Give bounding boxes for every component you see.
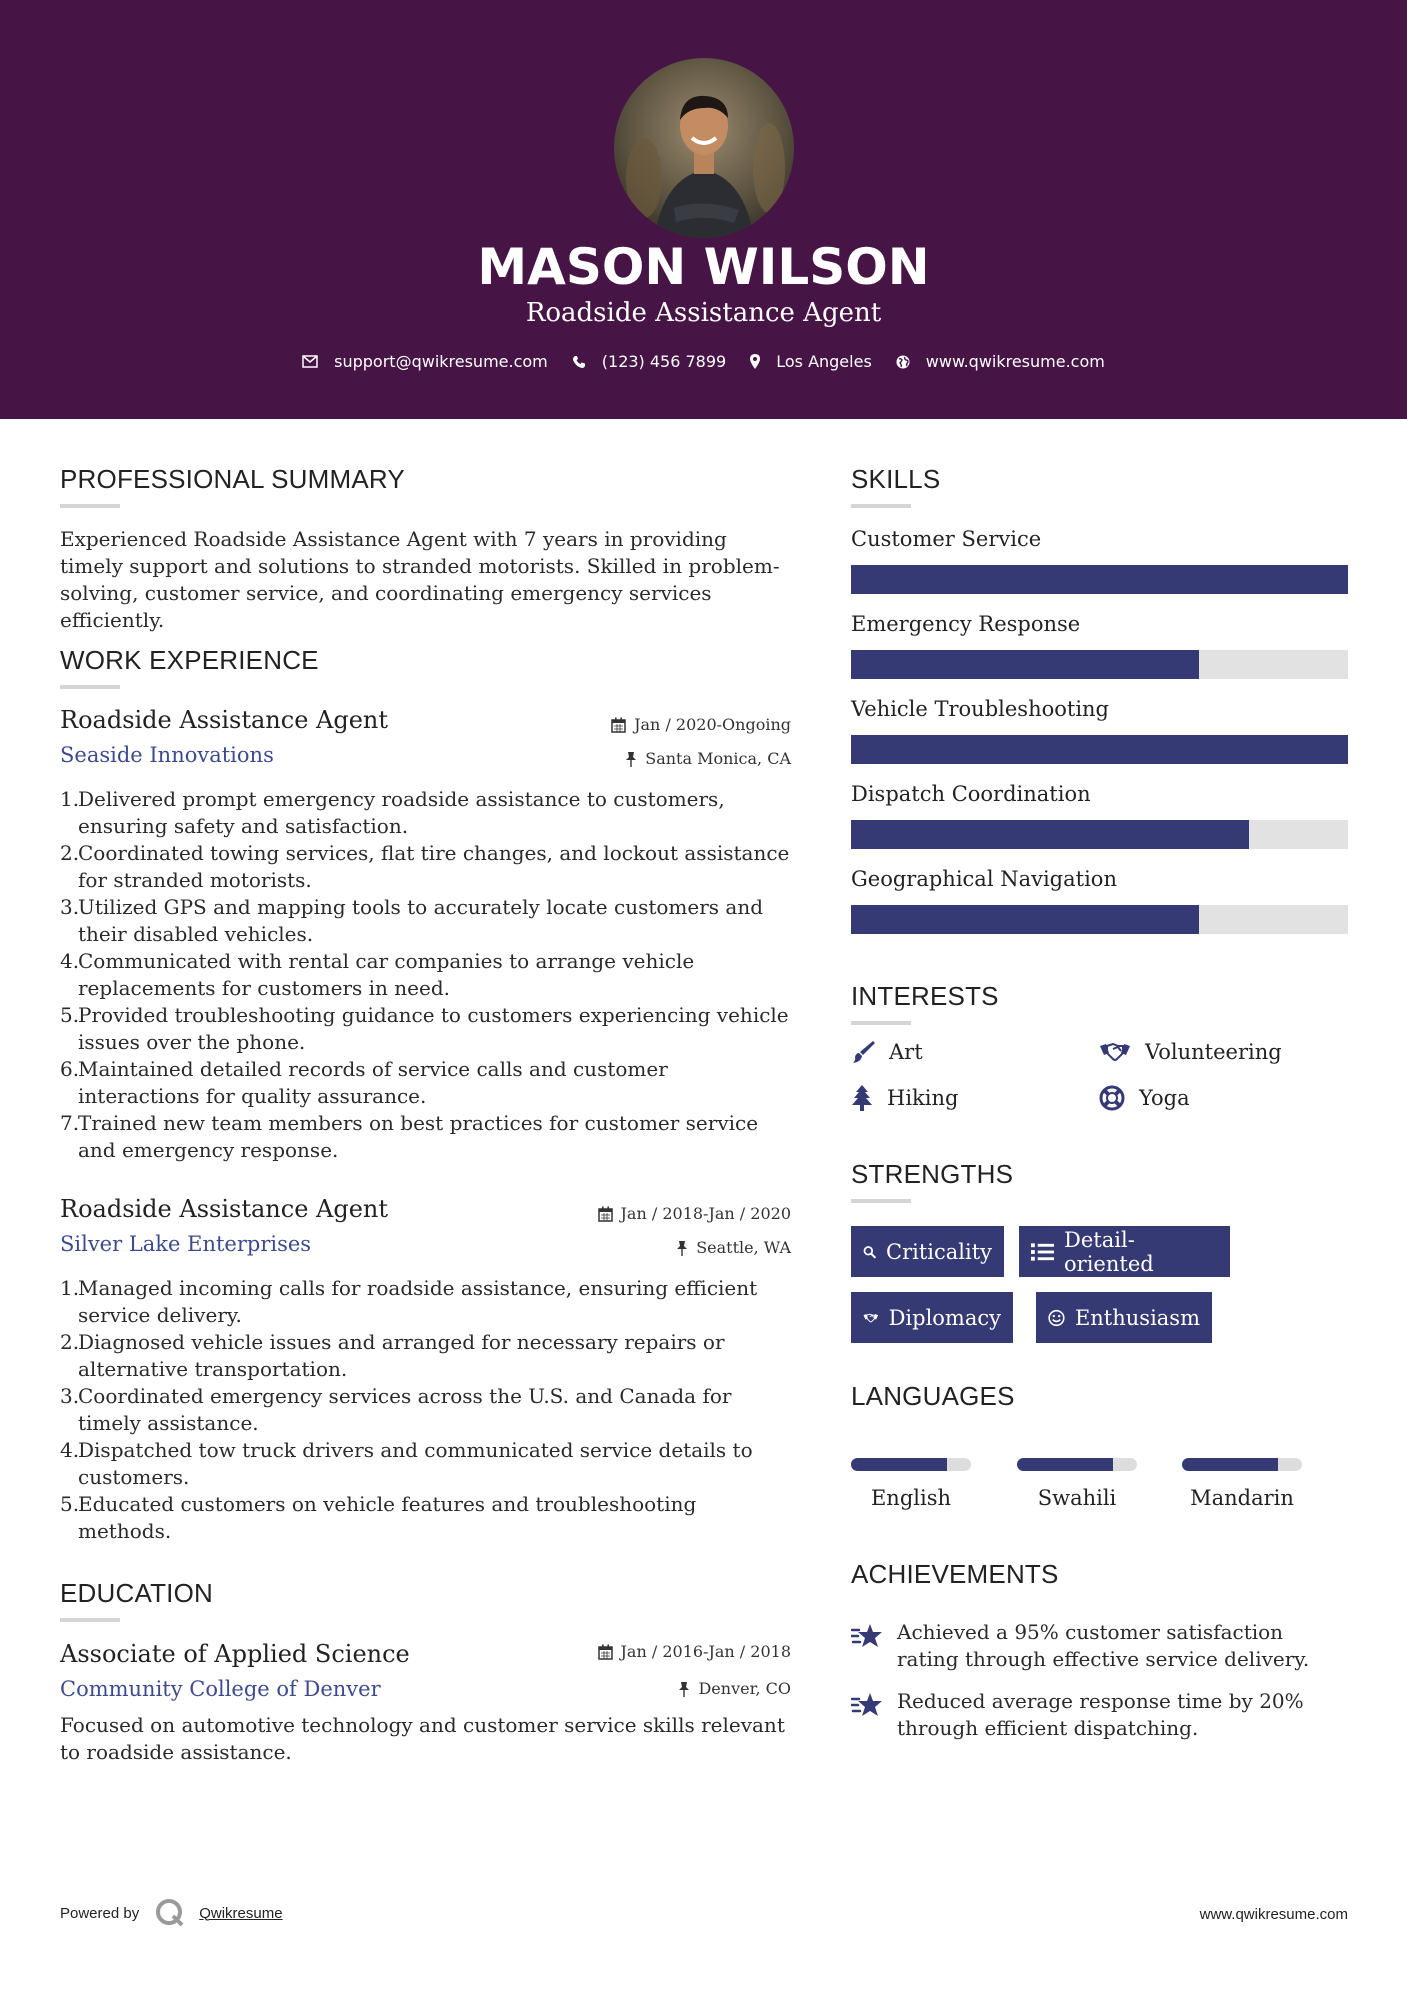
calendar-icon xyxy=(598,1206,613,1222)
job-bullet-list xyxy=(60,786,793,1164)
education-date xyxy=(598,1642,791,1661)
skill-bar-fill xyxy=(851,820,1249,849)
list-item: 6. Maintained detailed records of service calls and customer interactions for quality assurance. xyxy=(60,1057,668,1108)
skill-label: Emergency Response xyxy=(851,612,1081,636)
summary-heading: PROFESSIONAL SUMMARY xyxy=(60,464,405,494)
education-location-text: Denver, CO xyxy=(698,1679,791,1698)
list-item: 3. Coordinated emergency services across the U.S. and Canada for timely assistance. xyxy=(60,1384,732,1435)
degree-title: Associate of Applied Science xyxy=(60,1640,410,1668)
interest-item: Volunteering xyxy=(1099,1040,1282,1064)
list-item: 4. Dispatched tow truck drivers and communicated service details to customers. xyxy=(60,1438,753,1489)
achievement-item: Reduced average response time by 20% through efficient dispatching. xyxy=(851,1688,1348,1742)
education-date-text: Jan / 2016-Jan / 2018 xyxy=(620,1642,791,1661)
pushpin-icon xyxy=(678,1681,690,1697)
job-title: Roadside Assistance Agent xyxy=(60,1195,389,1223)
education-text: Focused on automotive technology and customer service skills relevant to roadside assistance. xyxy=(60,1713,785,1764)
interest-item: Hiking xyxy=(851,1085,958,1111)
language-bar-track xyxy=(1182,1458,1302,1471)
job-title: Roadside Assistance Agent xyxy=(60,706,389,734)
list-item: 2. Coordinated towing services, flat tire changes, and lockout assistance for stranded motorists. xyxy=(60,841,790,892)
language-bar-fill xyxy=(851,1458,947,1471)
education-location xyxy=(678,1679,791,1698)
pushpin-icon xyxy=(676,1240,688,1256)
location-text: Los Angeles xyxy=(776,352,872,371)
skill-bar-track xyxy=(851,565,1348,594)
job-location-text: Seattle, WA xyxy=(696,1238,791,1257)
footer-website[interactable]: www.qwikresume.com xyxy=(1199,1906,1348,1923)
job-date-text: Jan / 2018-Jan / 2020 xyxy=(620,1204,791,1223)
strength-tag: Detail-oriented xyxy=(1019,1226,1230,1277)
website-text: www.qwikresume.com xyxy=(925,352,1105,371)
language-bar-fill xyxy=(1182,1458,1278,1471)
summary-text: Experienced Roadside Assistance Agent with 7 years in providing timely support and solutions to stranded motorists. Skilled in problem-solving, customer service, and coordinating emergency services efficiently. xyxy=(60,527,780,632)
pushpin-icon xyxy=(625,751,637,767)
email-text: support@qwikresume.com xyxy=(334,352,548,371)
language-label: Swahili xyxy=(1037,1486,1117,1510)
interest-item: Art xyxy=(851,1040,923,1064)
job-location xyxy=(676,1238,791,1257)
achievements-heading: ACHIEVEMENTS xyxy=(851,1559,1059,1589)
strengths-rule xyxy=(851,1199,911,1203)
calendar-icon xyxy=(598,1644,613,1660)
education-rule xyxy=(60,1618,120,1622)
job-company: Silver Lake Enterprises xyxy=(60,1232,312,1256)
job-bullet-list xyxy=(60,1275,793,1545)
language-label: English xyxy=(870,1486,952,1510)
language-bar-track xyxy=(851,1458,971,1471)
list-icon xyxy=(1031,1242,1054,1262)
interests-heading: INTERESTS xyxy=(851,981,999,1011)
strength-tag: Enthusiasm xyxy=(1036,1292,1212,1343)
language-label: Mandarin xyxy=(1190,1486,1294,1510)
footer-powered-by xyxy=(60,1898,283,1928)
skill-bar-fill xyxy=(851,565,1348,594)
candidate-title: Roadside Assistance Agent xyxy=(525,298,882,328)
list-item: 5. Provided troubleshooting guidance to customers experiencing vehicle issues over the phone. xyxy=(60,1003,789,1054)
list-item: 4. Communicated with rental car companies to arrange vehicle replacements for customers in need. xyxy=(60,949,695,1000)
job-date-text: Jan / 2020-Ongoing xyxy=(634,715,791,734)
job-date xyxy=(598,1204,791,1223)
qwikresume-logo-icon xyxy=(155,1898,185,1928)
skills-rule xyxy=(851,504,911,508)
job-company: Seaside Innovations xyxy=(60,743,274,767)
skill-bar-track xyxy=(851,650,1348,679)
interests-rule xyxy=(851,1021,911,1025)
candidate-name: MASON WILSON xyxy=(477,238,930,296)
skill-label: Geographical Navigation xyxy=(851,867,1117,891)
lifebuoy-icon xyxy=(1099,1085,1125,1111)
smile-icon xyxy=(1048,1307,1065,1329)
languages-heading: LANGUAGES xyxy=(851,1381,1015,1411)
job-location-text: Santa Monica, CA xyxy=(645,749,791,768)
experience-heading: WORK EXPERIENCE xyxy=(60,645,319,675)
skill-bar-track xyxy=(851,905,1348,934)
right-column xyxy=(851,0,1348,1990)
skill-bar-track xyxy=(851,820,1348,849)
skills-heading: SKILLS xyxy=(851,464,941,494)
phone-text: (123) 456 7899 xyxy=(601,352,727,371)
list-item: 3. Utilized GPS and mapping tools to accurately locate customers and their disabled vehicles. xyxy=(60,895,763,946)
summary-rule xyxy=(60,504,120,508)
skill-label: Customer Service xyxy=(851,527,1042,551)
list-item: 1. Delivered prompt emergency roadside assistance to customers, ensuring safety and satisfaction. xyxy=(60,787,725,838)
school-name: Community College of Denver xyxy=(60,1677,381,1701)
job-location xyxy=(625,749,791,768)
tree-icon xyxy=(851,1085,873,1111)
education-heading: EDUCATION xyxy=(60,1578,213,1608)
list-item: 7. Trained new team members on best practices for customer service and emergency response. xyxy=(60,1111,759,1162)
qwikresume-link[interactable]: Qwikresume xyxy=(199,1904,283,1922)
handshake-icon xyxy=(1099,1041,1131,1063)
skill-bar-track xyxy=(851,735,1348,764)
strength-tag: Diplomacy xyxy=(851,1292,1013,1343)
handshake-icon xyxy=(863,1307,879,1329)
strengths-heading: STRENGTHS xyxy=(851,1159,1014,1189)
language-bar-fill xyxy=(1017,1458,1113,1471)
list-item: 1. Managed incoming calls for roadside assistance, ensuring efficient service delivery. xyxy=(60,1276,758,1327)
skill-bar-fill xyxy=(851,905,1199,934)
shooting-star-icon xyxy=(851,1690,883,1720)
shooting-star-icon xyxy=(851,1621,883,1651)
list-item: 5. Educated customers on vehicle features and troubleshooting methods. xyxy=(60,1492,697,1543)
interest-item: Yoga xyxy=(1099,1085,1190,1111)
list-item: 2. Diagnosed vehicle issues and arranged for necessary repairs or alternative transportation. xyxy=(60,1330,725,1381)
left-column xyxy=(60,0,791,1990)
skill-bar-fill xyxy=(851,650,1199,679)
search-icon xyxy=(863,1241,876,1263)
skill-label: Vehicle Troubleshooting xyxy=(851,697,1109,721)
strength-tag: Criticality xyxy=(851,1226,1004,1277)
skill-bar-fill xyxy=(851,735,1348,764)
powered-by-text: Powered by xyxy=(60,1904,140,1922)
achievement-item: Achieved a 95% customer satisfaction rating through effective service delivery. xyxy=(851,1619,1348,1673)
language-bar-track xyxy=(1017,1458,1137,1471)
job-date xyxy=(611,715,791,734)
paintbrush-icon xyxy=(851,1040,875,1064)
skill-label: Dispatch Coordination xyxy=(851,782,1091,806)
calendar-icon xyxy=(611,717,626,733)
experience-rule xyxy=(60,685,120,689)
